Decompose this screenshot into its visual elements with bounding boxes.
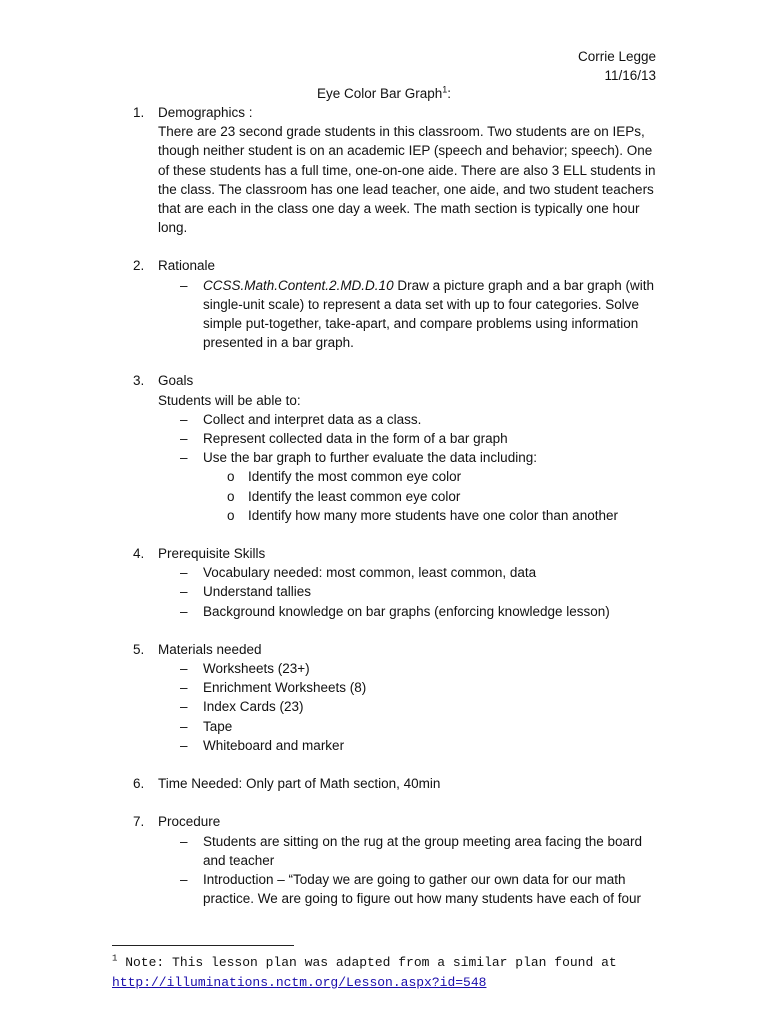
list-item-text: Tape: [203, 718, 233, 734]
section-number: 6.: [133, 776, 145, 792]
goals-intro: Students will be able to:: [158, 392, 301, 408]
footnote-text: Note: This lesson plan was adapted from a similar plan found at: [117, 955, 617, 970]
section-heading: Demographics :: [158, 105, 253, 120]
rationale-text: Draw a picture graph and a bar graph (with single-unit scale) to represent a data set with up to four categories. Solve simple put-together, take-apart, and compare problems using information presented in a bar graph.: [203, 277, 654, 351]
list-item: [133, 276, 663, 353]
title-footnote-mark: 1: [442, 84, 448, 95]
list-item-text: Identify the most common eye color: [248, 469, 462, 485]
section-number: 2.: [133, 258, 145, 274]
section-materials: [133, 640, 663, 755]
dash-marker: –: [180, 565, 188, 581]
list-item: [133, 697, 663, 716]
section-heading: Procedure: [158, 814, 221, 830]
bullet-marker: o: [227, 507, 235, 523]
footnote-link[interactable]: http://illuminations.nctm.org/Lesson.aspx?id=548: [112, 975, 487, 990]
list-item-text: Whiteboard and marker: [203, 737, 345, 753]
section-procedure: [133, 812, 663, 908]
list-item: [133, 832, 663, 870]
section-heading: Time Needed: Only part of Math section, 40min: [158, 776, 441, 792]
list-item-text: Collect and interpret data as a class.: [203, 411, 422, 427]
footnote-mark: 1: [112, 953, 118, 964]
dash-marker: –: [180, 277, 188, 293]
section-number: 1.: [133, 105, 145, 120]
list-item: [133, 410, 663, 429]
list-item-text: Use the bar graph to further evaluate the data including:: [203, 450, 537, 466]
list-item-text: Enrichment Worksheets (8): [203, 680, 367, 696]
footnote-text-line: [112, 953, 617, 973]
dash-marker: –: [180, 718, 188, 734]
section-heading: Goals: [158, 373, 194, 389]
section-number: 5.: [133, 641, 145, 657]
section-heading: Prerequisite Skills: [158, 546, 266, 562]
list-item: [133, 563, 663, 582]
author-block: [578, 47, 656, 85]
list-item-text: Introduction – “Today we are going to gather our own data for our math practice. We are going to figure out how many students have each of four: [203, 871, 642, 907]
list-item: [133, 678, 663, 697]
list-item-text: Students are sitting on the rug at the group meeting area facing the board and teacher: [203, 833, 643, 868]
section-number: 3.: [133, 373, 145, 389]
dash-marker: –: [180, 833, 188, 849]
dash-marker: –: [180, 431, 188, 447]
section-goals: [133, 371, 663, 525]
section-number: 7.: [133, 814, 145, 830]
list-item: [133, 736, 663, 755]
dash-marker: –: [180, 584, 188, 600]
dash-marker: –: [180, 603, 188, 619]
section-heading: Materials needed: [158, 641, 262, 657]
bullet-marker: o: [227, 469, 235, 485]
list-item-text: Represent collected data in the form of a bar graph: [203, 431, 508, 447]
section-time: [133, 774, 663, 793]
list-item: [133, 582, 663, 601]
list-item: [133, 602, 663, 621]
sub-list-item: [133, 467, 663, 486]
section-prerequisites: [133, 544, 663, 621]
demographics-body: There are 23 second grade students in this classroom. Two students are on IEPs, though neither student is on an academic IEP (speech and behavior; speech). One of these students has a full time, one-on-one aide. There are also 3 ELL students in the class. The classroom has one lead teacher, one aide, and two student teachers that are each in the class one day a week. The math section is typically one hour long.: [158, 124, 656, 236]
list-item-text: Background knowledge on bar graphs (enforcing knowledge lesson): [203, 603, 610, 619]
list-item: [133, 659, 663, 678]
footnote-divider: [112, 945, 294, 946]
list-item-text: Identify how many more students have one color than another: [248, 507, 618, 523]
dash-marker: –: [180, 411, 188, 427]
dash-marker: –: [180, 737, 188, 753]
bullet-marker: o: [227, 488, 235, 504]
dash-marker: –: [180, 661, 188, 677]
standard-code: CCSS.Math.Content.2.MD.D.10: [203, 277, 394, 293]
dash-marker: –: [180, 699, 188, 715]
title-suffix: :: [447, 86, 452, 101]
list-item-text: Worksheets (23+): [203, 661, 310, 677]
list-item: [133, 717, 663, 736]
list-item-text: Vocabulary needed: most common, least common, data: [203, 565, 537, 581]
section-number: 4.: [133, 546, 145, 562]
list-item-text: Identify the least common eye color: [248, 488, 461, 504]
author-name: Corrie Legge: [577, 49, 656, 64]
list-item-text: Index Cards (23): [203, 699, 304, 715]
sub-list-item: [133, 487, 663, 506]
dash-marker: –: [180, 871, 188, 887]
dash-marker: –: [180, 450, 188, 466]
list-item-text: Understand tallies: [203, 584, 312, 600]
list-item: [133, 870, 663, 908]
section-heading: Rationale: [158, 258, 216, 274]
lesson-content: [133, 103, 663, 927]
document-title: [0, 84, 768, 103]
footnote: [112, 953, 617, 993]
sub-list-item: [133, 506, 663, 525]
section-rationale: [133, 256, 663, 352]
title-text: Eye Color Bar Graph: [316, 86, 443, 101]
list-item: [133, 429, 663, 448]
document-date: 11/16/13: [604, 68, 656, 83]
dash-marker: –: [180, 680, 188, 696]
list-item: [133, 448, 663, 467]
section-demographics: [133, 103, 663, 237]
